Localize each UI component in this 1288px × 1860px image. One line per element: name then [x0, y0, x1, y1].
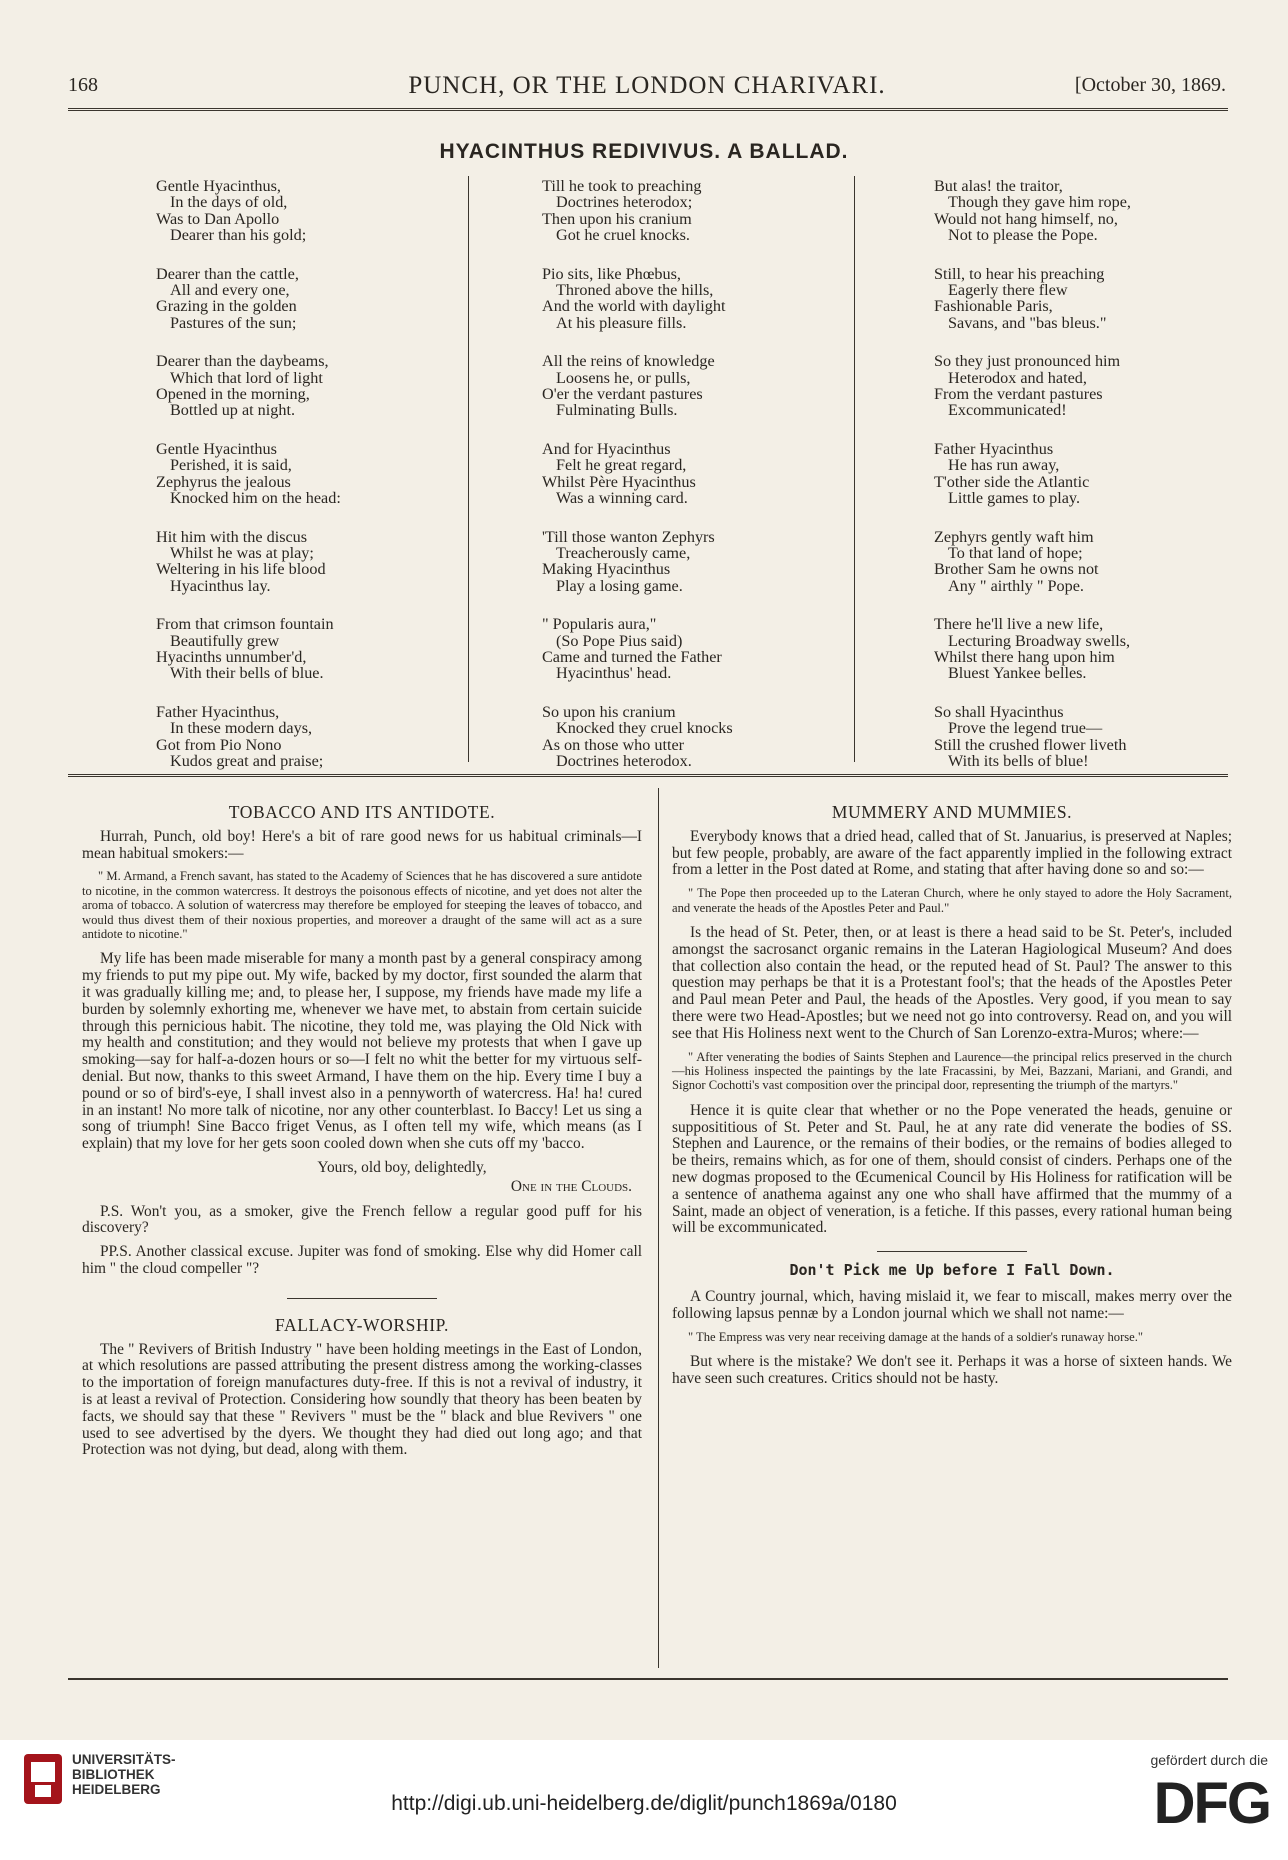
stanza	[542, 178, 912, 244]
verse-line: But alas! the traitor,	[934, 177, 1063, 195]
verse-line: Zephyrus the jealous	[156, 472, 291, 491]
verse-line: Then upon his cranium	[542, 209, 692, 228]
ballad-divider-2	[854, 176, 855, 762]
verse-line: Came and turned the Father	[542, 647, 722, 666]
verse-line: So upon his cranium	[542, 702, 676, 721]
pickme-title: Don't Pick me Up before I Fall Down.	[789, 1261, 1115, 1280]
stanza	[542, 266, 912, 332]
verse-line: Grazing in the golden	[156, 297, 297, 316]
mummery-quote-2: " After venerating the bodies of Saints Stephen and Laurence—the principal relics preserved in the church—his Holiness inspected the paintings by the late Fracassini, by Mei, Bazzani, Mariani, and Grandi, and Signor Cochotti's vast composition over the principal door, representing the triumph of the martyrs."	[672, 1049, 1232, 1093]
stanza	[934, 353, 1288, 419]
verse-line: Beautifully grew	[170, 631, 280, 650]
verse-line: Bluest Yankee belles.	[948, 664, 1087, 683]
page-number: 168	[68, 74, 98, 96]
verse-line: Opened in the morning,	[156, 385, 310, 404]
verse-line: Was a winning card.	[556, 489, 688, 508]
section-rule	[287, 1298, 437, 1299]
verse-line: And for Hyacinthus	[542, 439, 671, 458]
verse-line: In the days of old,	[170, 193, 288, 212]
pickme-paragraph-2: But where is the mistake? We don't see it. Perhaps it was a horse of sixteen hands. We have seen such creatures. Critics should not be hasty.	[672, 1352, 1232, 1387]
verse-line: Eagerly there flew	[948, 281, 1068, 300]
verse-line: Was to Dan Apollo	[156, 209, 280, 228]
ballad-column-2	[542, 178, 912, 791]
verse-line: Till he took to preaching	[542, 177, 702, 195]
verse-line: Which that lord of light	[170, 368, 323, 387]
verse-line: With their bells of blue.	[170, 664, 324, 683]
verse-line: Whilst there hang upon him	[934, 647, 1115, 666]
verse-line: Treacherously came,	[556, 543, 691, 562]
verse-line: Bottled up at night.	[170, 401, 295, 420]
section-rule	[877, 1251, 1027, 1252]
verse-line: Any " airthly " Pope.	[948, 576, 1084, 595]
mummery-quote-1: " The Pope then proceeded up to the Lateran Church, where he only stayed to adore the Holy Sacrament, and venerate the heads of the Apostles Peter and Paul."	[672, 886, 1232, 915]
verse-line: Throned above the hills,	[556, 281, 714, 300]
verse-line: So shall Hyacinthus	[934, 702, 1064, 721]
issue-date: [October 30, 1869.	[1074, 74, 1226, 96]
stanza	[542, 704, 912, 770]
ballad-column-3	[934, 178, 1288, 791]
tobacco-signature: One in the Clouds.	[510, 1177, 632, 1195]
stanza	[156, 704, 526, 770]
verse-line: Doctrines heterodox;	[556, 193, 693, 212]
tobacco-pps: PP.S. Another classical excuse. Jupiter was fond of smoking. Else why did Homer call him " the cloud compeller "?	[82, 1243, 642, 1277]
verse-line: Whilst he was at play;	[170, 543, 314, 562]
verse-line: From the verdant pastures	[934, 385, 1103, 404]
verse-line: Weltering in his life blood	[156, 560, 326, 579]
verse-line: Dearer than the daybeams,	[156, 352, 329, 371]
tobacco-quote: " M. Armand, a French savant, has stated to the Academy of Sciences that he has discovered a sure antidote to nicotine, in the common watercress. It destroys the poisonous effects of nicotine, and yet does not alter the aroma of tobacco. A solution of watercress may therefore be employed for steeping the leaves of tobacco, and would thus divest them of their noxious properties, and moreover a draught of the same will act as a sure antidote to nicotine."	[82, 869, 642, 942]
verse-line: Pio sits, like Phœbus,	[542, 264, 681, 283]
verse-line: Knocked they cruel knocks	[556, 719, 733, 738]
stanza	[934, 529, 1288, 595]
pickme-quote: " The Empress was very near receiving damage at the hands of a soldier's runaway horse."	[688, 1329, 1144, 1344]
verse-line: Father Hyacinthus,	[156, 702, 280, 721]
stanza	[542, 616, 912, 682]
ballad-divider-1	[468, 176, 469, 762]
verse-line: Loosens he, or pulls,	[556, 368, 691, 387]
pickme-paragraph-1: A Country journal, which, having mislaid it, we fear to miscall, makes merry over the following lapsus pennæ by a London journal which we shall not name:—	[672, 1287, 1232, 1322]
stanza	[934, 441, 1288, 507]
verse-line: Knocked him on the head:	[170, 489, 341, 508]
verse-line: Gentle Hyacinthus	[156, 439, 277, 458]
library-name-line-2: BIBLIOTHEK	[72, 1767, 155, 1782]
verse-line: Got he cruel knocks.	[556, 226, 690, 245]
stanza	[156, 441, 526, 507]
verse-line: From that crimson fountain	[156, 615, 334, 634]
stanza	[542, 529, 912, 595]
verse-line: Brother Sam he owns not	[934, 560, 1099, 579]
verse-line: Gentle Hyacinthus,	[156, 177, 281, 195]
verse-line: To that land of hope;	[948, 543, 1083, 562]
verse-line: Felt he great regard,	[556, 456, 687, 475]
verse-line: Doctrines heterodox.	[556, 751, 692, 770]
stanza	[156, 616, 526, 682]
dfg-logo: DFG	[1153, 1771, 1270, 1836]
tobacco-title: TOBACCO AND ITS ANTIDOTE.	[228, 802, 496, 822]
verse-line: And the world with daylight	[542, 297, 726, 316]
verse-line: Pastures of the sun;	[170, 313, 297, 332]
tobacco-intro: Hurrah, Punch, old boy! Here's a bit of rare good news for us habitual criminals—I mean habitual smokers:—	[82, 827, 642, 862]
verse-line: Perished, it is said,	[170, 456, 292, 475]
verse-line: Dearer than his gold;	[170, 226, 307, 245]
verse-line: Not to please the Pope.	[948, 226, 1098, 245]
verse-line: Kudos great and praise;	[170, 751, 324, 770]
tobacco-signoff: Yours, old boy, delightedly,	[317, 1158, 487, 1176]
library-name-line-1: UNIVERSITÄTS-	[72, 1752, 176, 1767]
library-name-line-3: HEIDELBERG	[72, 1782, 161, 1797]
mummery-paragraph-2: Is the head of St. Peter, then, or at least is there a head said to be St. Peter's, included amongst the sacrosanct organic remains in the Lateran Hagiological Museum? And does that collection also contain the head, or the reputed head of St. Paul? The answer to this question may perhaps be that it is a Protestant fool's; that the heads of the Apostles Peter and Paul mean Peter and Paul, the heads of the Apostles. Very good, if you mean to say there were two Head-Apostles; but we need not go into controversy. Read on, and you will see that His Holiness next went to the Church of San Lorenzo-extra-Muros; where:—	[672, 924, 1232, 1042]
stanza	[156, 266, 526, 332]
mummery-title: MUMMERY AND MUMMIES.	[831, 802, 1073, 822]
verse-line: Hit him with the discus	[156, 527, 308, 546]
column-divider	[658, 788, 659, 1668]
funding-note: gefördert durch die	[1150, 1752, 1268, 1768]
verse-line: " Popularis aura,"	[542, 615, 657, 634]
verse-line: Hyacinths unnumber'd,	[156, 647, 307, 666]
left-column	[82, 804, 642, 1466]
stanza	[934, 616, 1288, 682]
verse-line: All and every one,	[170, 281, 290, 300]
stanza	[934, 266, 1288, 332]
page-bottom-rule	[68, 1678, 1228, 1680]
verse-line: Fulminating Bulls.	[556, 401, 678, 420]
verse-line: Prove the legend true—	[948, 719, 1103, 738]
ballad-column-1	[156, 178, 526, 791]
verse-line: Savans, and "bas bleus."	[948, 313, 1107, 332]
verse-line: There he'll live a new life,	[934, 615, 1104, 634]
verse-line: As on those who utter	[542, 735, 685, 754]
stanza	[542, 353, 912, 419]
verse-line: Though they gave him rope,	[948, 193, 1131, 212]
verse-line: Zephyrs gently waft him	[934, 527, 1094, 546]
page-header	[68, 74, 1226, 106]
stanza	[156, 353, 526, 419]
verse-line: Still the crushed flower liveth	[934, 735, 1127, 754]
verse-line: Got from Pio Nono	[156, 735, 282, 754]
fallacy-title: FALLACY-WORSHIP.	[274, 1314, 450, 1335]
verse-line: Heterodox and hated,	[948, 368, 1087, 387]
verse-line: At his pleasure fills.	[556, 313, 687, 332]
verse-line: Hyacinthus lay.	[170, 576, 271, 595]
verse-line: Dearer than the cattle,	[156, 264, 299, 283]
verse-line: Would not hang himself, no,	[934, 209, 1118, 228]
verse-line: With its bells of blue!	[948, 751, 1089, 770]
library-name	[72, 1752, 176, 1797]
stanza	[542, 441, 912, 507]
verse-line: All the reins of knowledge	[542, 352, 715, 371]
verse-line: T'other side the Atlantic	[934, 472, 1090, 491]
verse-line: He has run away,	[948, 456, 1060, 475]
verse-line: Hyacinthus' head.	[556, 664, 672, 683]
verse-line: Little games to play.	[948, 489, 1081, 508]
verse-line: O'er the verdant pastures	[542, 385, 703, 404]
ballad-title: HYACINTHUS REDIVIVUS. A BALLAD.	[439, 140, 849, 163]
verse-line: Whilst Père Hyacinthus	[542, 472, 696, 491]
verse-line: Play a losing game.	[556, 576, 683, 595]
verse-line: Lecturing Broadway swells,	[948, 631, 1131, 650]
mummery-paragraph-1: Everybody knows that a dried head, called that of St. Januarius, is preserved at Naples; but few people, probably, are aware of the fact apparently implied in the following extract from a letter in the Post dated at Rome, and stating that after having done so and so:—	[672, 827, 1232, 879]
stanza	[934, 704, 1288, 770]
source-url[interactable]: http://digi.ub.uni-heidelberg.de/diglit/punch1869a/0180	[391, 1792, 897, 1815]
verse-line: Still, to hear his preaching	[934, 264, 1105, 283]
verse-line: (So Pope Pius said)	[556, 631, 683, 650]
fallacy-body: The " Revivers of British Industry " have been holding meetings in the East of London, at which resolutions are passed attributing the present distress among the working-classes to the importation of foreign manufactures duty-free. If this is not a revival of industry, it is at least a revival of Protection. Considering how soundly that theory has been beaten by facts, we should say that these " Revivers " must be the " black and blue Revivers " one used to see advertised by the dyers. We thought they had died out long ago; and that Protection was not dying, but dead, along with them.	[82, 1340, 642, 1459]
publication-title: PUNCH, OR THE LONDON CHARIVARI.	[408, 72, 886, 99]
stanza	[156, 529, 526, 595]
verse-line: Fashionable Paris,	[934, 297, 1053, 316]
verse-line: 'Till those wanton Zephyrs	[542, 527, 715, 546]
verse-line: Excommunicated!	[948, 401, 1067, 420]
verse-line: In these modern days,	[170, 719, 313, 738]
verse-line: Father Hyacinthus	[934, 439, 1054, 458]
header-rule	[68, 108, 1228, 114]
stanza	[934, 178, 1288, 244]
mummery-paragraph-3: Hence it is quite clear that whether or no the Pope venerated the heads, genuine or supposititious of St. Peter and St. Paul, he at any rate did venerate the bodies of SS. Stephen and Laurence, or the remains of their bodies, or the remains of bodies alleged to be theirs, remains which, as for one of them, should consist of cinders. Perhaps one of the new dogmas proposed to the Œcumenical Council by His Holiness for ratification will be a sentence of anathema against any one who shall have affirmed that the mummy of a Saint, made an object of veneration, is a fetiche. If this passes, every rational human being will be excommunicated.	[672, 1101, 1232, 1237]
verse-line: So they just pronounced him	[934, 352, 1121, 371]
tobacco-ps: P.S. Won't you, as a smoker, give the French fellow a regular good puff for his discovery?	[82, 1202, 642, 1237]
tobacco-body: My life has been made miserable for many a month past by a general conspiracy among my friends to put my pipe out. My wife, backed by my doctor, first sounded the alarm that it was gradually killing me; and, to please her, I suppose, my friends have made my life a burden by solemnly exhorting me, whenever we have met, to abstain from certain suicide through this pernicious habit. The nicotine, they told me, was playing the Old Nick with my health and constitution; and they would not believe my protests that when I gave up smoking—say for half-a-dozen hours or so—I felt no whit the better for my virtuous self-denial. But now, thanks to this sweet Armand, I have them on the hip. Every time I buy a pound or so of bird's-eye, I shall invest also in a pennyworth of watercress. Ha! ha! cured in an instant! No more talk of nicotine, nor any other counterblast. Io Baccy! Let us sing a song of triumph! Sine Bacco friget Venus, as I often tell my wife, which means (as I explain) that my love for her gets soon cooled down when she cuts off my 'bacco.	[82, 950, 642, 1153]
right-column	[672, 804, 1232, 1395]
verse-line: Making Hyacinthus	[542, 560, 671, 579]
stanza	[156, 178, 526, 244]
ballad-bottom-rule	[68, 774, 1228, 780]
